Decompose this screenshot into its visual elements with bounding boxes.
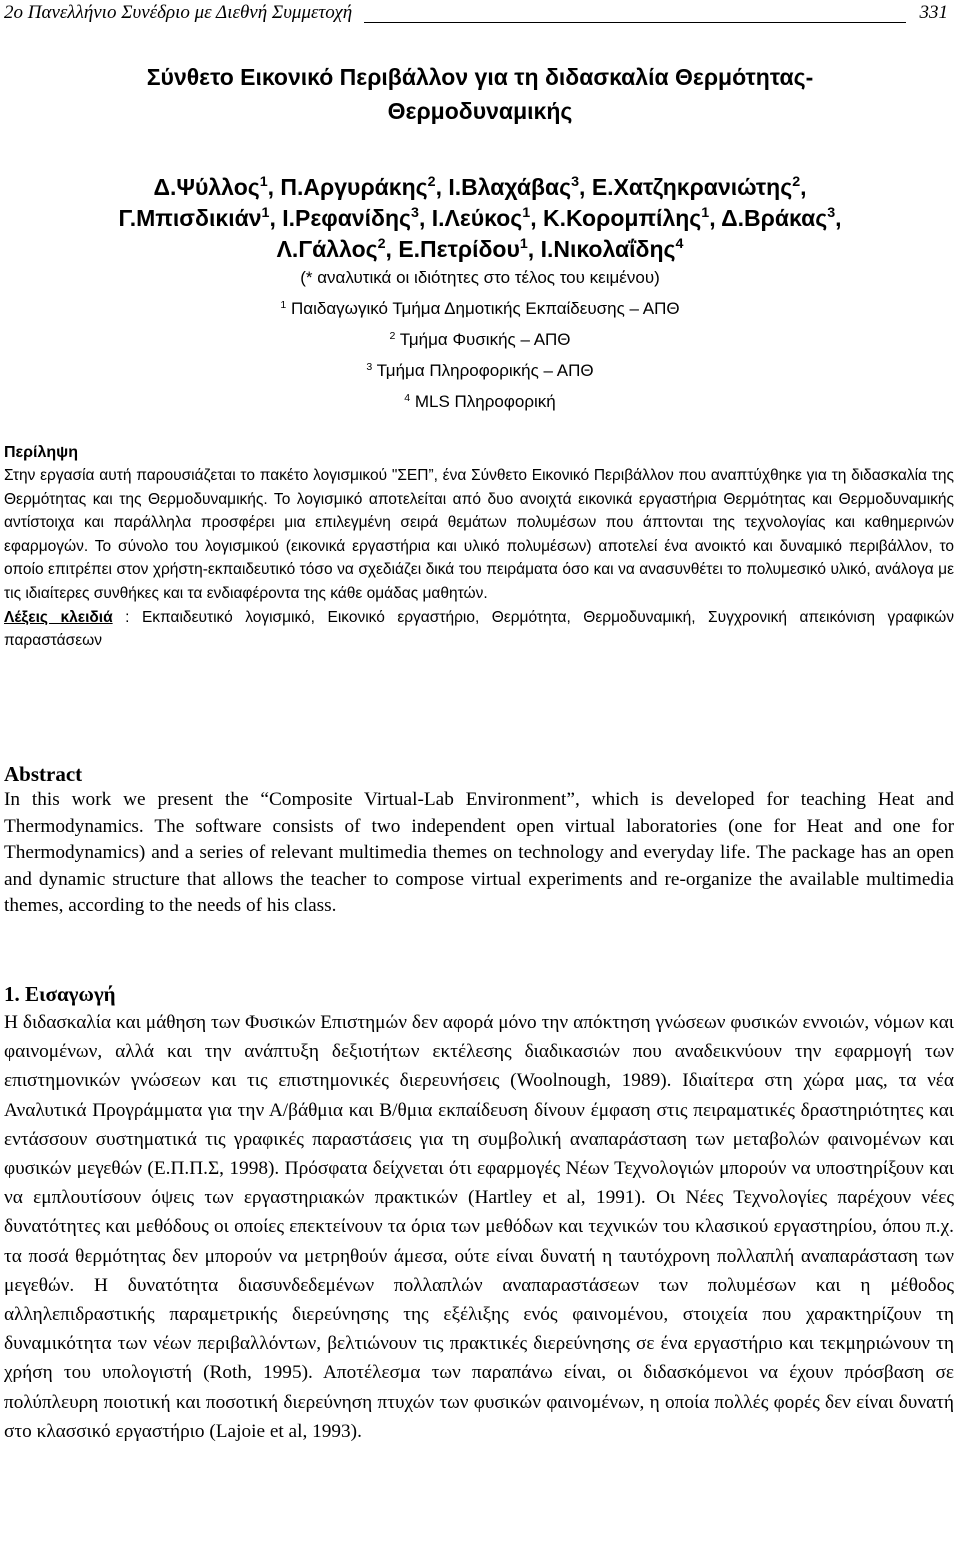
affiliation-line [0,324,960,355]
author-name: Λ.Γάλλος [276,236,378,262]
affiliation-text: MLS Πληροφορική [414,392,556,411]
introduction-text: Η διδασκαλία και μάθηση των Φυσικών Επιστημών δεν αφορά μόνο την απόκτηση γνώσεων φυσικών εννοιών, νόμων και φαινομένων, αλλά και την ανάπτυξη δεξιοτήτων εκτέλεσης διαδικασιών που αναδεικνύουν την εφαρμογή των επιστημονικών γνώσεων και τις επιστημονικές διερευνήσεις (Woolnough, 1989). Ιδιαίτερα στη χώρα μας, τα νέα Αναλυτικά Προγράμματα για την Α/βάθμια και Β/θμια εκπαίδευση δίνουν έμφαση στις πειραματικές δραστηριότητες και εντάσσουν συστηματικά τις γραφικές παραστάσεις για τη συμβολική αναπαράσταση των μεταβολών φαινομένων και φυσικών μεγεθών (Ε.Π.Π.Σ, 1998). Πρόσφατα δείχνεται ότι εφαρμογές Νέων Τεχνολογιών μπορούν να υποστηρίξουν και να εμπλουτίσουν όψεις των εργαστηριακών πρακτικών (Hartley et al, 1991). Οι Νέες Τεχνολογίες παρέχουν νέες δυνατότητες και μεθόδους οι οποίες επεκτείνουν τα όρια των μεθόδων και τεχνικών του κλασικού εργαστηρίου, όπου π.χ. τα ποσά θερμότητας δεν μπορούν να μετρηθούν άμεσα, ούτε είναι δυνατή η ταυτόχρονη πολλαπλή αναπαράσταση των μεγεθών. Η δυνατότητα διασυνδεδεμένων πολλαπλών αναπαραστάσεων των πολυμέσων και η μέθοδος αλληλεπιδραστικής παραμετρικής διερεύνησης της εξέλιξης ενός φαινομένου, στοιχεία που χαρακτηρίζουν τη δυναμικότητα των νέων περιβαλλόντων, βελτιώνουν τις πρακτικές διερεύνησης σε ένα εργαστήριο και τεκμηριώνουν τη χρήση του υπολογιστή (Roth, 1995). Αποτέλεσμα των παραπάνω είναι, οι διδασκόμενοι να έχουν πρόσβαση σε πολύπλευρη ποιοτική και ποσοτική διερεύνηση πτυχών των φυσικών φαινομένων, η οποία πολλές φορές δεν είναι δυνατή στο κλασσικό εργαστήριο (Lajoie et al, 1993). [4,1012,954,1442]
english-abstract-heading: Abstract [4,762,83,786]
author-name: Ε.Πετρίδου [398,236,520,262]
author-name: Ι.Λεύκος [431,205,523,231]
author-name: Ι.Νικολαΐδης [540,236,676,262]
affiliation-line [0,293,960,324]
title-line-1: Σύνθετο Εικονικό Περιβάλλον για τη διδασκαλία Θερμότητας- [146,64,814,90]
author-affiliation-mark: 2 [377,236,386,253]
greek-abstract-text: Στην εργασία αυτή παρουσιάζεται το πακέτο λογισμικού "ΣΕΠ”, ένα Σύνθετο Εικονικό Περιβάλλον που αναπτύχθηκε για τη διδασκαλία της Θερμότητας και της Θερμοδυναμικής. Το λογισμικό αποτελείται από δυο ανοιχτά εικονικά εργαστήρια Θερμότητας και Θερμοδυναμικής αντίστοιχα και παράλληλα προσφέρει μια επιλεγμένη σειρά θεμάτων πολυμέσων που άπτονται της τεχνολογίας και καθημερινών εφαρμογών. Το σύνολο του λογισμικού (εικονικά εργαστήρια και υλικό πολυμέσων) αποτελεί ένα ανοικτό και δυναμικό περιβάλλον, το οποίο επιτρέπει στον χρήστη-εκπαιδευτικό τόσο να σχεδιάζει δικά του πειράματα όσο και να ανασυνθέτει το πολυμεσικό υλικό, ανάλογα με τις ιδιαίτερες συνθήκες και τα ενδιαφέροντα της κάθε ομάδας μαθητών. [4,467,954,602]
author-affiliation-mark: 3 [827,205,836,222]
english-abstract-section [4,761,954,920]
author-name: Π.Αργυράκης [280,174,428,200]
affiliation-number: 3 [366,360,373,373]
author-name: Ε.Χατζηκρανιώτης [591,174,793,200]
affiliation-number: 1 [280,298,287,311]
author-affiliation-mark: 1 [261,205,270,222]
author-affiliation-mark: 4 [675,236,684,253]
author-affiliation-mark: 3 [571,174,580,191]
title-line-2: Θερμοδυναμικής [387,98,573,124]
author-name: Δ.Ψύλλος [153,174,260,200]
author-line-2: Γ.Μπισδικιάν$^1$, Ι.Ρεφανίδης$^3$, Ι.Λεύκος$^1$, Κ.Κορομπίλης$^1$, Δ.Βράκας$^3$, [118,205,842,231]
author-name: Δ.Βράκας [721,205,828,231]
affiliation-text: Τμήμα Φυσικής – ΑΠΘ [399,330,571,349]
keywords-paragraph [4,606,954,653]
greek-abstract-section [4,442,954,653]
affiliation-text: Παιδαγωγικό Τμήμα Δημοτικής Εκπαίδευσης – ΑΠΘ [291,299,680,318]
header-rule [364,22,906,23]
keywords-text: Εκπαιδευτικό λογισμικό, Εικονικό εργαστήριο, Θερμότητα, Θερμοδυναμική, Συγχρονική απεικόνιση γραφικών παραστάσεων [4,608,954,650]
author-name: Γ.Μπισδικιάν [118,205,262,231]
author-affiliation-mark: 1 [259,174,268,191]
conference-name: 2ο Πανελλήνιο Συνέδριο με Διεθνή Συμμετοχή [4,2,353,23]
keywords-separator: : [112,608,142,626]
author-affiliation-mark: 1 [522,205,531,222]
introduction-section [4,980,954,1446]
affiliation-number: 2 [389,329,396,342]
english-abstract-text: In this work we present the “Composite Virtual-Lab Environment”, which is developed for teaching Heat and Thermodynamics. The software consists of two independent open virtual laboratories (one for Heat and one for Thermodynamics) and a series of relevant multimedia themes on technology and everyday life. The package has an open and dynamic structure that allows the teacher to compose virtual experiments and re-organize the available multimedia themes, according to the needs of his class. [4,789,954,917]
author-line-3: Λ.Γάλλος$^2$, Ε.Πετρίδου$^1$, Ι.Νικολαΐδης$^4$ [276,236,684,262]
introduction-heading: 1. Εισαγωγή [4,982,116,1006]
affiliation-line [0,355,960,386]
affiliation-number: 4 [404,391,411,404]
author-affiliation-mark: 1 [519,236,528,253]
affiliation-note: (* αναλυτικά οι ιδιότητες στο τέλος του κειμένου) [300,268,660,287]
author-affiliation-mark: 2 [792,174,801,191]
running-header [4,2,952,28]
author-name: Ι.Ρεφανίδης [282,205,412,231]
page-number: 331 [919,2,948,23]
keywords-label: Λέξεις κλειδιά [4,608,113,626]
greek-abstract-heading: Περίληψη [4,444,78,461]
author-affiliation-mark: 1 [701,205,710,222]
affiliation-line [0,386,960,417]
author-line-1: Δ.Ψύλλος$^1$, Π.Αργυράκης$^2$, Ι.Βλαχάβας$^3$, Ε.Χατζηκρανιώτης$^2$, [153,174,807,200]
paper-title [0,60,960,128]
affiliation-text: Τμήμα Πληροφορικής – ΑΠΘ [376,361,594,380]
author-affiliation-mark: 3 [411,205,419,222]
affiliations-block [0,262,960,417]
author-name: Κ.Κορομπίλης [542,205,702,231]
author-affiliation-mark: 2 [427,174,436,191]
author-name: Ι.Βλαχάβας [448,174,572,200]
author-list [0,172,960,265]
